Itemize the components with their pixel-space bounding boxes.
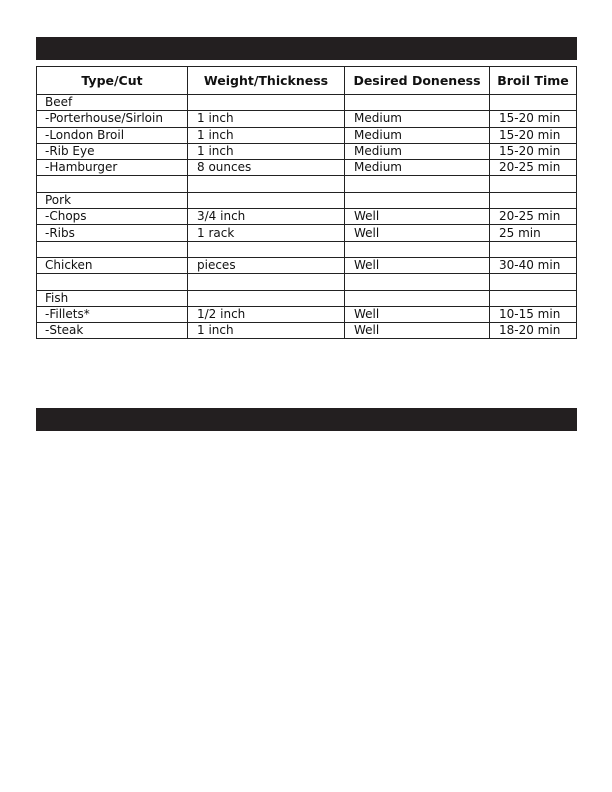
cell-weight: 1 rack bbox=[188, 225, 345, 241]
cell-broil-time: 15-20 min bbox=[490, 127, 577, 143]
cell-weight bbox=[188, 192, 345, 208]
cell-weight bbox=[188, 290, 345, 306]
cell-doneness: Medium bbox=[345, 160, 490, 176]
cell-broil-time bbox=[490, 241, 577, 257]
table-row bbox=[37, 257, 577, 273]
broiling-chart-table bbox=[36, 66, 577, 339]
cell-weight bbox=[188, 95, 345, 111]
cell-weight: 1 inch bbox=[188, 143, 345, 159]
cell-doneness bbox=[345, 290, 490, 306]
column-header-broil-time: Broil Time bbox=[490, 67, 577, 95]
cell-doneness: Medium bbox=[345, 111, 490, 127]
cell-broil-time bbox=[490, 192, 577, 208]
cell-doneness: Well bbox=[345, 323, 490, 339]
cell-weight: 1 inch bbox=[188, 127, 345, 143]
cell-type-cut: Chicken bbox=[37, 257, 188, 273]
cell-weight: 1 inch bbox=[188, 111, 345, 127]
table-row bbox=[37, 127, 577, 143]
cell-type-cut: -London Broil bbox=[37, 127, 188, 143]
cell-type-cut: Fish bbox=[37, 290, 188, 306]
table-row bbox=[37, 111, 577, 127]
table-row bbox=[37, 143, 577, 159]
cell-broil-time: 10-15 min bbox=[490, 306, 577, 322]
cell-doneness bbox=[345, 192, 490, 208]
cell-type-cut: -Rib Eye bbox=[37, 143, 188, 159]
table-header-row bbox=[37, 67, 577, 95]
cell-doneness: Medium bbox=[345, 127, 490, 143]
cell-broil-time: 20-25 min bbox=[490, 209, 577, 225]
cell-doneness: Well bbox=[345, 306, 490, 322]
cell-broil-time bbox=[490, 95, 577, 111]
table-row bbox=[37, 274, 577, 290]
cell-broil-time bbox=[490, 274, 577, 290]
cell-weight bbox=[188, 274, 345, 290]
cell-doneness bbox=[345, 176, 490, 192]
cell-broil-time: 15-20 min bbox=[490, 143, 577, 159]
cell-broil-time: 15-20 min bbox=[490, 111, 577, 127]
cell-weight: 8 ounces bbox=[188, 160, 345, 176]
cell-broil-time: 30-40 min bbox=[490, 257, 577, 273]
cell-type-cut: Beef bbox=[37, 95, 188, 111]
table-row bbox=[37, 192, 577, 208]
cell-type-cut: -Steak bbox=[37, 323, 188, 339]
column-header-desired-doneness: Desired Doneness bbox=[345, 67, 490, 95]
table-row bbox=[37, 176, 577, 192]
cell-doneness bbox=[345, 95, 490, 111]
cell-broil-time bbox=[490, 176, 577, 192]
cell-weight: 1 inch bbox=[188, 323, 345, 339]
cell-type-cut: Pork bbox=[37, 192, 188, 208]
cell-type-cut bbox=[37, 274, 188, 290]
cell-type-cut: -Hamburger bbox=[37, 160, 188, 176]
cell-broil-time: 18-20 min bbox=[490, 323, 577, 339]
cell-type-cut: -Ribs bbox=[37, 225, 188, 241]
table-row bbox=[37, 160, 577, 176]
table-row bbox=[37, 323, 577, 339]
cell-doneness bbox=[345, 241, 490, 257]
cell-doneness: Well bbox=[345, 225, 490, 241]
column-header-type-cut: Type/Cut bbox=[37, 67, 188, 95]
cell-type-cut bbox=[37, 176, 188, 192]
cell-weight: 3/4 inch bbox=[188, 209, 345, 225]
section-header-bar bbox=[36, 408, 577, 431]
cell-weight: pieces bbox=[188, 257, 345, 273]
cell-weight bbox=[188, 241, 345, 257]
cell-doneness: Well bbox=[345, 209, 490, 225]
cell-doneness: Medium bbox=[345, 143, 490, 159]
table-row bbox=[37, 209, 577, 225]
cell-broil-time: 20-25 min bbox=[490, 160, 577, 176]
cell-broil-time bbox=[490, 290, 577, 306]
table-row bbox=[37, 306, 577, 322]
cell-weight bbox=[188, 176, 345, 192]
cell-doneness bbox=[345, 274, 490, 290]
cell-type-cut: -Porterhouse/Sirloin bbox=[37, 111, 188, 127]
table-row bbox=[37, 95, 577, 111]
cell-type-cut bbox=[37, 241, 188, 257]
cell-weight: 1/2 inch bbox=[188, 306, 345, 322]
cell-doneness: Well bbox=[345, 257, 490, 273]
column-header-weight-thickness: Weight/Thickness bbox=[188, 67, 345, 95]
table-row bbox=[37, 241, 577, 257]
cell-type-cut: -Chops bbox=[37, 209, 188, 225]
table-row bbox=[37, 290, 577, 306]
cell-type-cut: -Fillets* bbox=[37, 306, 188, 322]
section-header-bar bbox=[36, 37, 577, 60]
cell-broil-time: 25 min bbox=[490, 225, 577, 241]
table-row bbox=[37, 225, 577, 241]
